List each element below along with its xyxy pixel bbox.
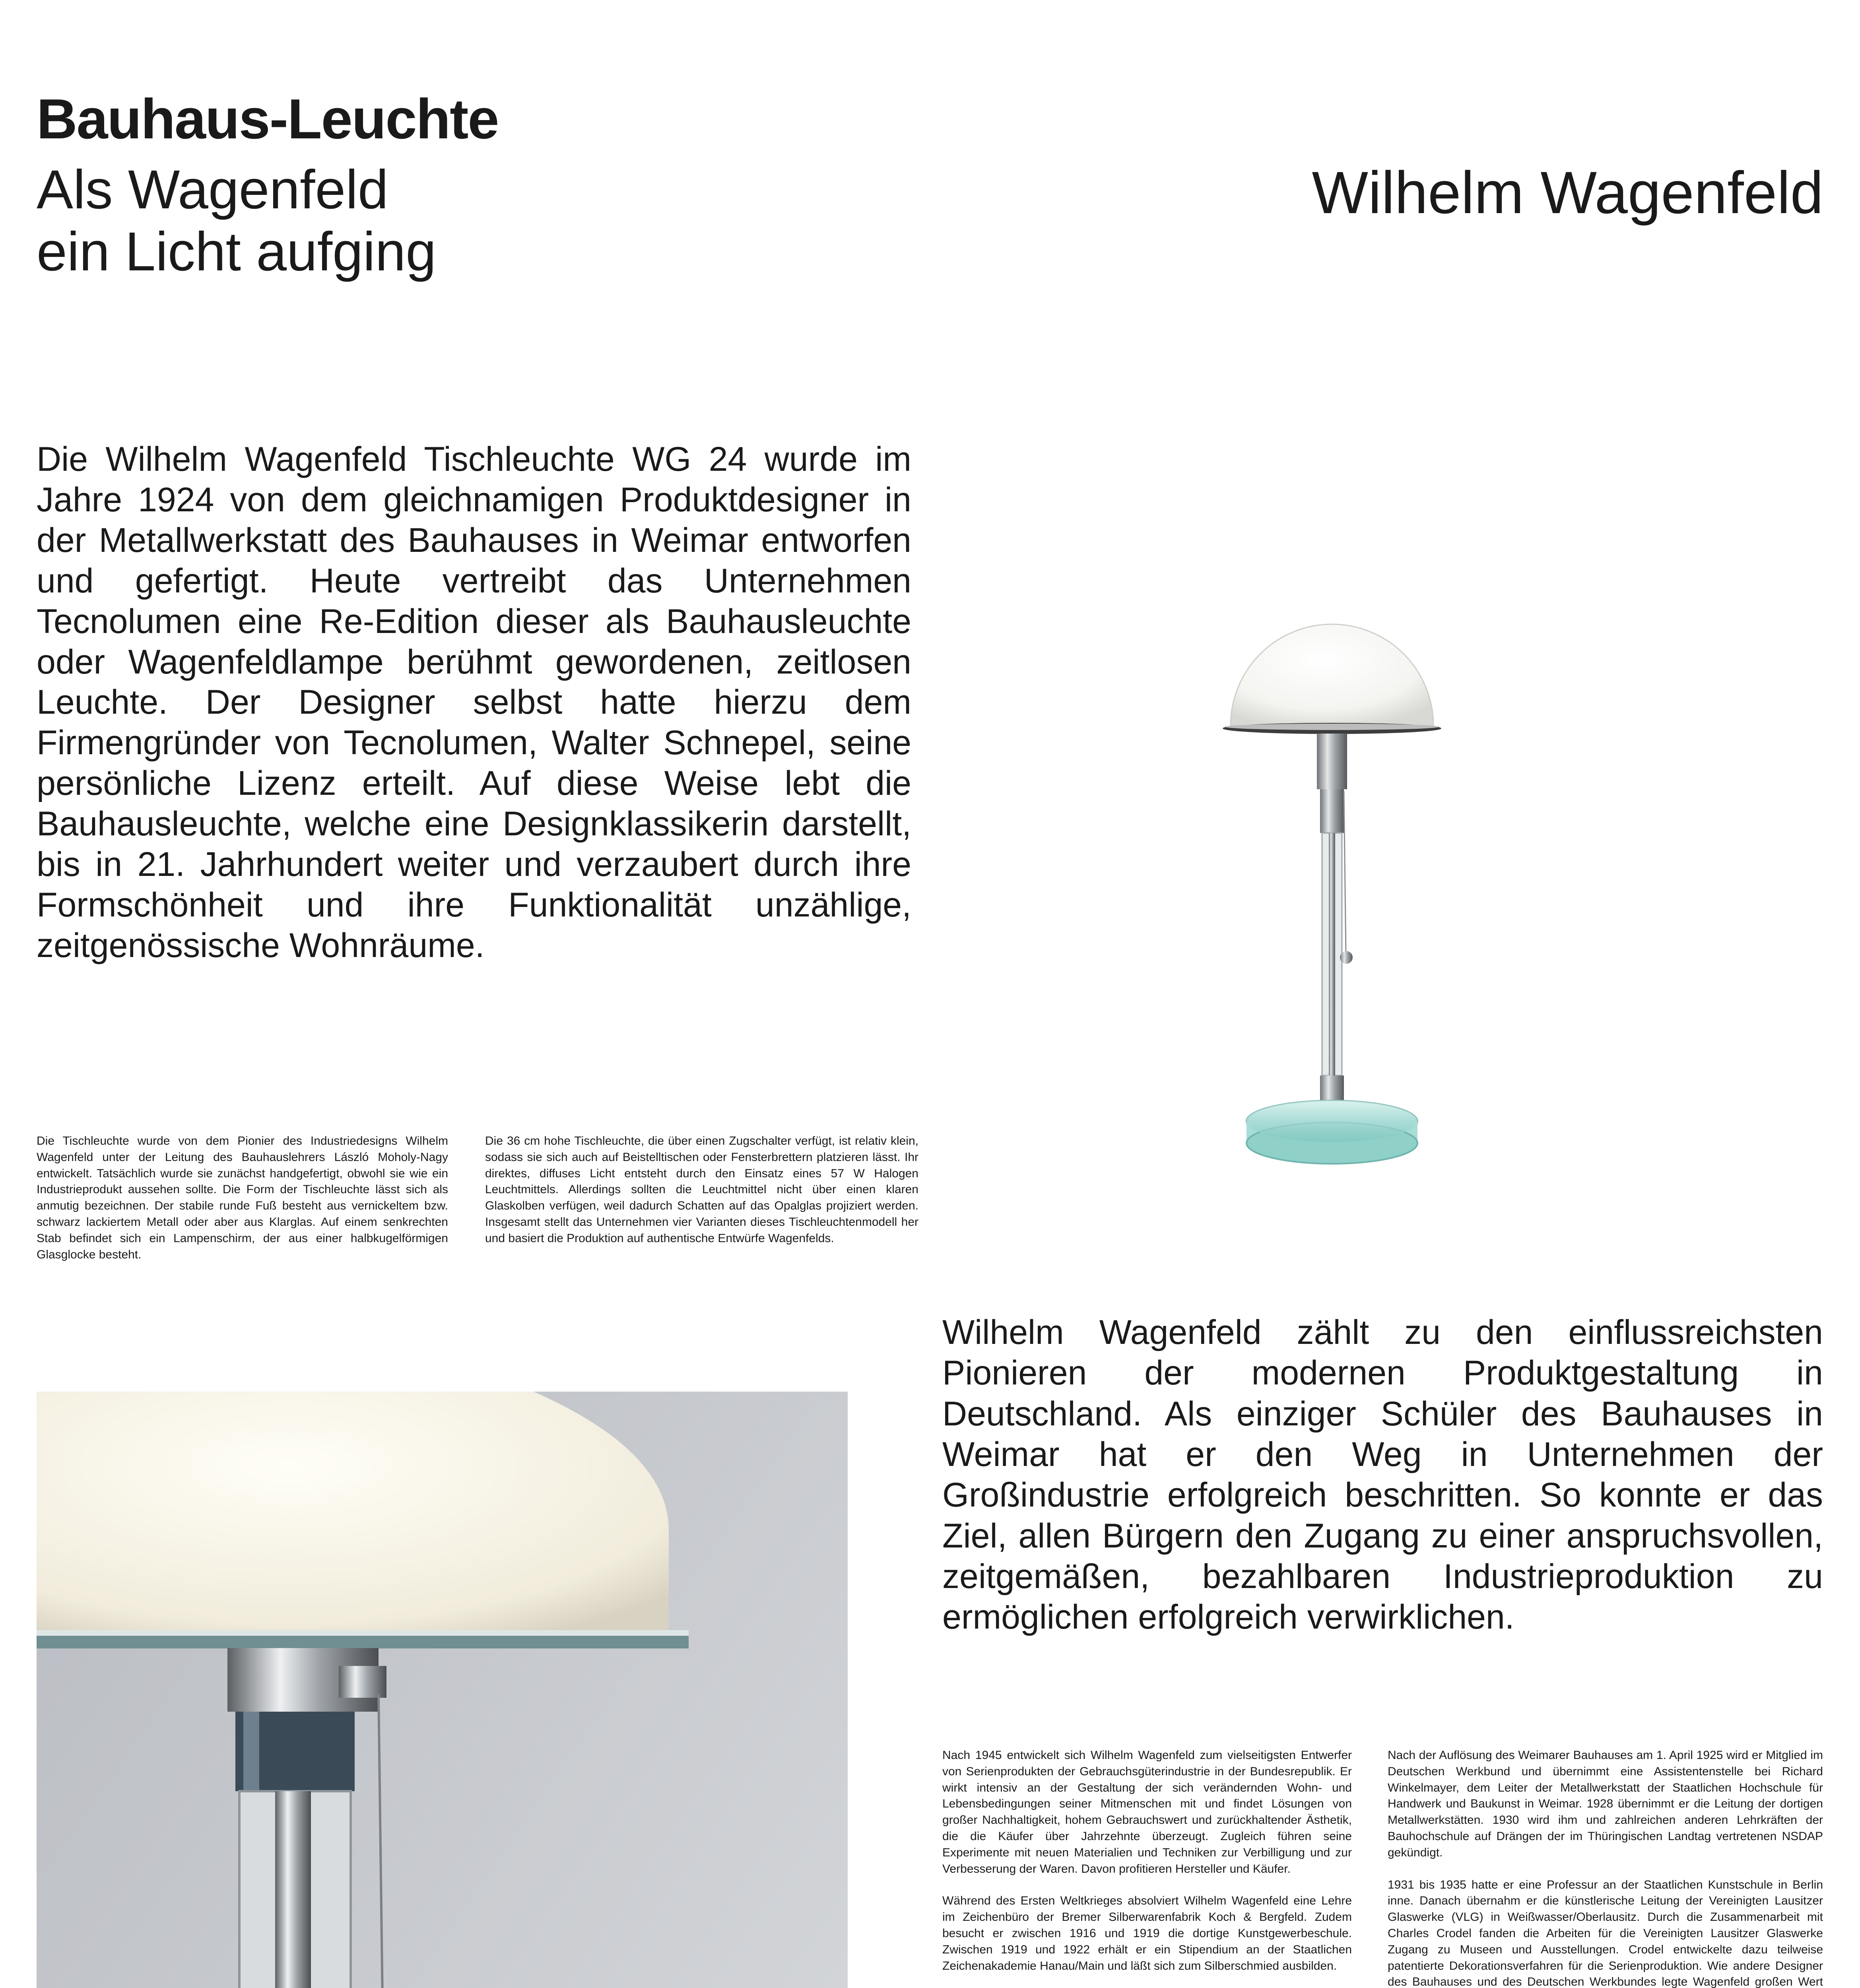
bio-paragraph: Nach 1945 entwickelt sich Wilhelm Wagenfeld zum vielseitigsten Entwerfer von Serienprodukten der Gebrauchsgüterindustrie in der Bundesrepublik. Er wirkt intensiv an der Gestaltung der sich verändernden Wohn- und Lebensbedingungen seiner Mitmenschen mit und findet Lösungen von großer Nachhaltigkeit, hohem Gebrauchswert und zurückhaltender Ästhetik, die die Käufer über Jahrzehnte überzeugt. Zugleich führen seine Experimente mit neuen Materialien und Techniken zur Verbilligung und zur Verbesserung der Waren. Davon profitieren Hersteller und Käufer. (942, 1749, 1352, 1875)
author-heading: Wilhelm Wagenfeld (1312, 159, 1823, 226)
lamp-detail-illustration (37, 1392, 848, 1988)
subtitle-line-1: Als Wagenfeld (37, 159, 388, 220)
biography-column-left (942, 1747, 1352, 1988)
bio-paragraph: Während des Ersten Weltkrieges absolviert Wilhelm Wagenfeld eine Lehre im Zeichenbüro der Bremer Silberwarenfabrik Koch & Bergfeld. Zudem besucht er zwischen 1916 und 1919 die dortige Kunstgewerbeschule. Zwischen 1919 und 1922 erhält er ein Stipendium an der Staatlichen Zeichenakademie Hanau/Main und läßt sich zum Silberschmied ausbilden. (942, 1894, 1352, 1972)
lamp-illustration (1201, 433, 1463, 1225)
biography-column-right (1388, 1747, 1823, 1988)
intro-lead-paragraph: Die Wilhelm Wagenfeld Tischleuchte WG 24 wurde im Jahre 1924 von dem gleichnamigen Produktdesigner in der Metallwerkstatt des Bauhauses in Weimar entworfen und gefertigt. Heute vertreibt das Unternehmen Tecnolumen eine Re-Edition dieser als Bauhausleuchte oder Wagenfeldlampe berühmt gewordenen, zeitlosen Leuchte. Der Designer selbst hatte hierzu dem Firmengründer von Tecnolumen, Walter Schnepel, seine persönliche Lizenz erteilt. Auf diese Weise lebt die Bauhausleuchte, welche eine Designklassikerin darstellt, bis in 21. Jahrhundert weiter und verzaubert durch ihre Formschönheit und ihre Funktionalität unzählige, zeitgenössische Wohnräume. (37, 440, 911, 965)
lamp-product-photo (1201, 433, 1463, 1225)
page-title: Bauhaus-Leuchte (37, 87, 499, 151)
bio-paragraph: 1931 bis 1935 hatte er eine Professur an der Staatlichen Kunstschule in Berlin inne. Danach übernahm er die künstlerische Leitung der Vereinigten Lausitzer Glaswerke (VLG) in Weißwasser/Oberlausitz. Durch die Zusammenarbeit mit Charles Crodel fanden die Arbeiten für die Vereinigten Lausitzer Glaswerke Zugang zu Museen und Ausstellungen. Crodel entwickelte dazu teilweise patentierte Dekorationsverfahren für die Serienproduktion. Wie andere Designer des Bauhauses und des Deutschen Werkbundes legte Wagenfeld großen Wert (1388, 1878, 1823, 1988)
intro-column-right: Die 36 cm hohe Tischleuchte, die über einen Zugschalter verfügt, ist relativ klein, sodass sie sich auch auf Beistelltischen oder Fensterbrettern platzieren lässt. Ihr direktes, diffuses Licht entsteht durch den Einsatz eines 57 W Halogen Leuchtmittels. Allerdings sollten die Leuchtmittel nicht über einen klaren Glaskolben verfügen, weil dadurch Schatten auf das Opalglas projiziert werden. Insgesamt stellt das Unternehmen vier Varianten dieses Tischleuchtenmodell her und basiert die Produktion auf authentische Entwürfe Wagenfelds. (485, 1134, 918, 1245)
lamp-detail-photo (37, 1392, 848, 1988)
bio-paragraph: Nach der Auflösung des Weimarer Bauhauses am 1. April 1925 wird er Mitglied im Deutschen Werkbund und übernimmt eine Assistentenstelle bei Richard Winkelmayer, dem Leiter der Metallwerkstatt der Staatlichen Hochschule für Handwerk und Baukunst in Weimar. 1928 übernimmt er die Leitung der dortigen Metallwerkstätten. 1930 wird ihm und zahlreichen anderen Lehrkräften der Bauhochschule auf Drängen der im Thüringischen Landtag vertretenen NSDAP gekündigt. (1388, 1749, 1823, 1859)
intro-column-left: Die Tischleuchte wurde von dem Pionier des Industriedesigns Wilhelm Wagenfeld unter der Leitung des Bauhauslehrers László Moholy-Nagy entwickelt. Tatsächlich wurde sie zunächst handgefertigt, obwohl sie wie ein Industrieprodukt aussehen sollte. Die Form der Tischleuchte lässt sich als anmutig bezeichnen. Der stabile runde Fuß besteht aus vernickeltem bzw. schwarz lackiertem Metall oder aber aus Klarglas. Auf einem senkrechten Stab befindet sich ein Lampenschirm, der aus einer halbkugelförmigen Glasglocke besteht. (37, 1134, 448, 1261)
page-subtitle (37, 159, 593, 283)
subtitle-line-2: ein Licht aufging (37, 221, 437, 282)
biography-lead-paragraph: Wilhelm Wagenfeld zählt zu den einflussreichsten Pionieren der modernen Produktgestaltung in Deutschland. Als einziger Schüler des Bauhauses in Weimar hat er den Weg in Unternehmen der Großindustrie erfolgreich beschritten. So konnte er das Ziel, allen Bürgern den Zugang zu einer anspruchsvollen, zeitgemäßen, bezahlbaren Industrieproduktion zu ermöglichen erfolgreich verwirklichen. (942, 1313, 1823, 1637)
